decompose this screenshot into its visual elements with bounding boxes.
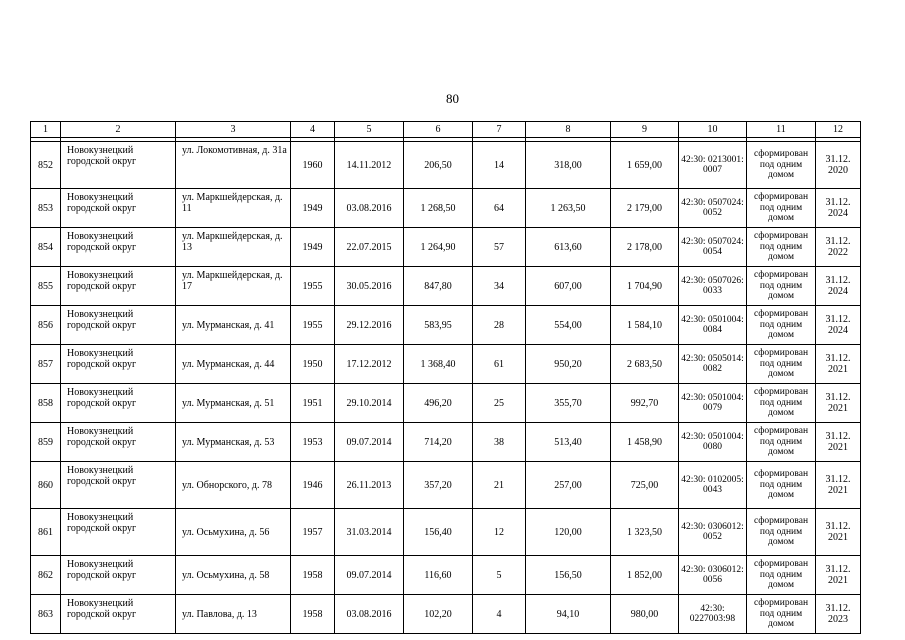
address-cell: ул. Мурманская, д. 44 — [176, 345, 291, 384]
area-cell: 1 264,90 — [404, 228, 473, 267]
page-number: 80 — [446, 91, 459, 106]
cadastral-number-cell: 42:30: 0227003:98 — [679, 595, 747, 634]
year-built-cell: 1951 — [291, 384, 335, 423]
row-number: 862 — [31, 556, 61, 595]
deadline-cell: 31.12. 2021 — [816, 384, 861, 423]
table-row — [31, 462, 861, 509]
table-row — [31, 345, 861, 384]
column-header: 8 — [526, 122, 611, 138]
residents-cell: 21 — [473, 462, 526, 509]
deadline-cell: 31.12. 2021 — [816, 509, 861, 556]
row-number: 859 — [31, 423, 61, 462]
address-cell: ул. Мурманская, д. 53 — [176, 423, 291, 462]
year-built-cell: 1958 — [291, 595, 335, 634]
deadline-cell: 31.12. 2021 — [816, 462, 861, 509]
residents-cell: 28 — [473, 306, 526, 345]
residents-cell: 57 — [473, 228, 526, 267]
area-cell: 714,20 — [404, 423, 473, 462]
municipality-cell: Новокузнецкий городской округ — [61, 384, 176, 423]
residents-cell: 64 — [473, 189, 526, 228]
row-number: 854 — [31, 228, 61, 267]
row-number: 861 — [31, 509, 61, 556]
date-cell: 03.08.2016 — [335, 189, 404, 228]
date-cell: 17.12.2012 — [335, 345, 404, 384]
year-built-cell: 1949 — [291, 228, 335, 267]
row-number: 856 — [31, 306, 61, 345]
land-area-cell: 980,00 — [611, 595, 679, 634]
year-built-cell: 1949 — [291, 189, 335, 228]
deadline-cell: 31.12. 2024 — [816, 267, 861, 306]
land-area-cell: 2 683,50 — [611, 345, 679, 384]
municipality-cell: Новокузнецкий городской округ — [61, 556, 176, 595]
area-cell: 1 368,40 — [404, 345, 473, 384]
column-header: 5 — [335, 122, 404, 138]
area-cell: 355,70 — [526, 384, 611, 423]
municipality-cell: Новокузнецкий городской округ — [61, 462, 176, 509]
municipality-cell: Новокузнецкий городской округ — [61, 267, 176, 306]
land-area-cell: 2 179,00 — [611, 189, 679, 228]
area-cell: 156,50 — [526, 556, 611, 595]
land-area-cell: 992,70 — [611, 384, 679, 423]
table-row — [31, 384, 861, 423]
cadastral-number-cell: 42:30: 0507024: 0054 — [679, 228, 747, 267]
area-cell: 357,20 — [404, 462, 473, 509]
column-number-row — [31, 122, 861, 138]
date-cell: 29.12.2016 — [335, 306, 404, 345]
status-cell: сформирован под одним домом — [747, 595, 816, 634]
cadastral-number-cell: 42:30: 0501004: 0084 — [679, 306, 747, 345]
column-header: 6 — [404, 122, 473, 138]
table-row — [31, 142, 861, 189]
housing-registry-table — [30, 121, 861, 634]
residents-cell: 34 — [473, 267, 526, 306]
area-cell: 318,00 — [526, 142, 611, 189]
area-cell: 120,00 — [526, 509, 611, 556]
land-area-cell: 725,00 — [611, 462, 679, 509]
status-cell: сформирован под одним домом — [747, 267, 816, 306]
cadastral-number-cell: 42:30: 0507026: 0033 — [679, 267, 747, 306]
status-cell: сформирован под одним домом — [747, 556, 816, 595]
column-header: 3 — [176, 122, 291, 138]
column-header: 4 — [291, 122, 335, 138]
address-cell: ул. Павлова, д. 13 — [176, 595, 291, 634]
date-cell: 30.05.2016 — [335, 267, 404, 306]
row-number: 860 — [31, 462, 61, 509]
land-area-cell: 1 584,10 — [611, 306, 679, 345]
deadline-cell: 31.12. 2024 — [816, 306, 861, 345]
status-cell: сформирован под одним домом — [747, 306, 816, 345]
area-cell: 1 263,50 — [526, 189, 611, 228]
municipality-cell: Новокузнецкий городской округ — [61, 189, 176, 228]
municipality-cell: Новокузнецкий городской округ — [61, 228, 176, 267]
address-cell: ул. Маркшейдерская, д. 17 — [176, 267, 291, 306]
cadastral-number-cell: 42:30: 0501004: 0079 — [679, 384, 747, 423]
area-cell: 554,00 — [526, 306, 611, 345]
area-cell: 607,00 — [526, 267, 611, 306]
table-row — [31, 595, 861, 634]
cadastral-number-cell: 42:30: 0501004: 0080 — [679, 423, 747, 462]
area-cell: 257,00 — [526, 462, 611, 509]
column-header: 2 — [61, 122, 176, 138]
column-header: 7 — [473, 122, 526, 138]
year-built-cell: 1955 — [291, 306, 335, 345]
year-built-cell: 1946 — [291, 462, 335, 509]
date-cell: 22.07.2015 — [335, 228, 404, 267]
deadline-cell: 31.12. 2021 — [816, 556, 861, 595]
land-area-cell: 1 704,90 — [611, 267, 679, 306]
municipality-cell: Новокузнецкий городской округ — [61, 142, 176, 189]
table-row — [31, 267, 861, 306]
municipality-cell: Новокузнецкий городской округ — [61, 509, 176, 556]
area-cell: 583,95 — [404, 306, 473, 345]
area-cell: 1 268,50 — [404, 189, 473, 228]
column-header: 11 — [747, 122, 816, 138]
deadline-cell: 31.12. 2021 — [816, 423, 861, 462]
column-header: 12 — [816, 122, 861, 138]
status-cell: сформирован под одним домом — [747, 189, 816, 228]
deadline-cell: 31.12. 2024 — [816, 189, 861, 228]
land-area-cell: 1 659,00 — [611, 142, 679, 189]
row-number: 863 — [31, 595, 61, 634]
residents-cell: 25 — [473, 384, 526, 423]
row-number: 853 — [31, 189, 61, 228]
cadastral-number-cell: 42:30: 0213001: 0007 — [679, 142, 747, 189]
row-number: 855 — [31, 267, 61, 306]
date-cell: 31.03.2014 — [335, 509, 404, 556]
land-area-cell: 2 178,00 — [611, 228, 679, 267]
land-area-cell: 1 852,00 — [611, 556, 679, 595]
area-cell: 206,50 — [404, 142, 473, 189]
residents-cell: 12 — [473, 509, 526, 556]
date-cell: 09.07.2014 — [335, 423, 404, 462]
cadastral-number-cell: 42:30: 0306012: 0056 — [679, 556, 747, 595]
address-cell: ул. Маркшейдерская, д. 11 — [176, 189, 291, 228]
address-cell: ул. Локомотивная, д. 31а — [176, 142, 291, 189]
deadline-cell: 31.12. 2022 — [816, 228, 861, 267]
date-cell: 03.08.2016 — [335, 595, 404, 634]
area-cell: 156,40 — [404, 509, 473, 556]
address-cell: ул. Маркшейдерская, д. 13 — [176, 228, 291, 267]
year-built-cell: 1958 — [291, 556, 335, 595]
status-cell: сформирован под одним домом — [747, 384, 816, 423]
residents-cell: 61 — [473, 345, 526, 384]
cadastral-number-cell: 42:30: 0507024: 0052 — [679, 189, 747, 228]
cadastral-number-cell: 42:30: 0306012: 0052 — [679, 509, 747, 556]
table-row — [31, 228, 861, 267]
land-area-cell: 1 458,90 — [611, 423, 679, 462]
cadastral-number-cell: 42:30: 0102005: 0043 — [679, 462, 747, 509]
deadline-cell: 31.12. 2021 — [816, 345, 861, 384]
municipality-cell: Новокузнецкий городской округ — [61, 306, 176, 345]
area-cell: 613,60 — [526, 228, 611, 267]
row-number: 858 — [31, 384, 61, 423]
date-cell: 09.07.2014 — [335, 556, 404, 595]
table-row — [31, 189, 861, 228]
area-cell: 102,20 — [404, 595, 473, 634]
table-row — [31, 509, 861, 556]
status-cell: сформирован под одним домом — [747, 228, 816, 267]
address-cell: ул. Мурманская, д. 51 — [176, 384, 291, 423]
table-row — [31, 306, 861, 345]
municipality-cell: Новокузнецкий городской округ — [61, 423, 176, 462]
year-built-cell: 1950 — [291, 345, 335, 384]
status-cell: сформирован под одним домом — [747, 142, 816, 189]
year-built-cell: 1955 — [291, 267, 335, 306]
table-row — [31, 423, 861, 462]
area-cell: 513,40 — [526, 423, 611, 462]
address-cell: ул. Осьмухина, д. 56 — [176, 509, 291, 556]
address-cell: ул. Осьмухина, д. 58 — [176, 556, 291, 595]
date-cell: 26.11.2013 — [335, 462, 404, 509]
address-cell: ул. Мурманская, д. 41 — [176, 306, 291, 345]
residents-cell: 14 — [473, 142, 526, 189]
area-cell: 950,20 — [526, 345, 611, 384]
year-built-cell: 1960 — [291, 142, 335, 189]
year-built-cell: 1953 — [291, 423, 335, 462]
area-cell: 496,20 — [404, 384, 473, 423]
row-number: 857 — [31, 345, 61, 384]
area-cell: 116,60 — [404, 556, 473, 595]
year-built-cell: 1957 — [291, 509, 335, 556]
residents-cell: 5 — [473, 556, 526, 595]
residents-cell: 4 — [473, 595, 526, 634]
cadastral-number-cell: 42:30: 0505014: 0082 — [679, 345, 747, 384]
status-cell: сформирован под одним домом — [747, 423, 816, 462]
deadline-cell: 31.12. 2023 — [816, 595, 861, 634]
column-header: 9 — [611, 122, 679, 138]
area-cell: 94,10 — [526, 595, 611, 634]
address-cell: ул. Обнорского, д. 78 — [176, 462, 291, 509]
municipality-cell: Новокузнецкий городской округ — [61, 595, 176, 634]
municipality-cell: Новокузнецкий городской округ — [61, 345, 176, 384]
table-row — [31, 556, 861, 595]
date-cell: 29.10.2014 — [335, 384, 404, 423]
area-cell: 847,80 — [404, 267, 473, 306]
row-number: 852 — [31, 142, 61, 189]
land-area-cell: 1 323,50 — [611, 509, 679, 556]
status-cell: сформирован под одним домом — [747, 345, 816, 384]
date-cell: 14.11.2012 — [335, 142, 404, 189]
column-header: 10 — [679, 122, 747, 138]
column-header: 1 — [31, 122, 61, 138]
status-cell: сформирован под одним домом — [747, 509, 816, 556]
residents-cell: 38 — [473, 423, 526, 462]
deadline-cell: 31.12. 2020 — [816, 142, 861, 189]
status-cell: сформирован под одним домом — [747, 462, 816, 509]
